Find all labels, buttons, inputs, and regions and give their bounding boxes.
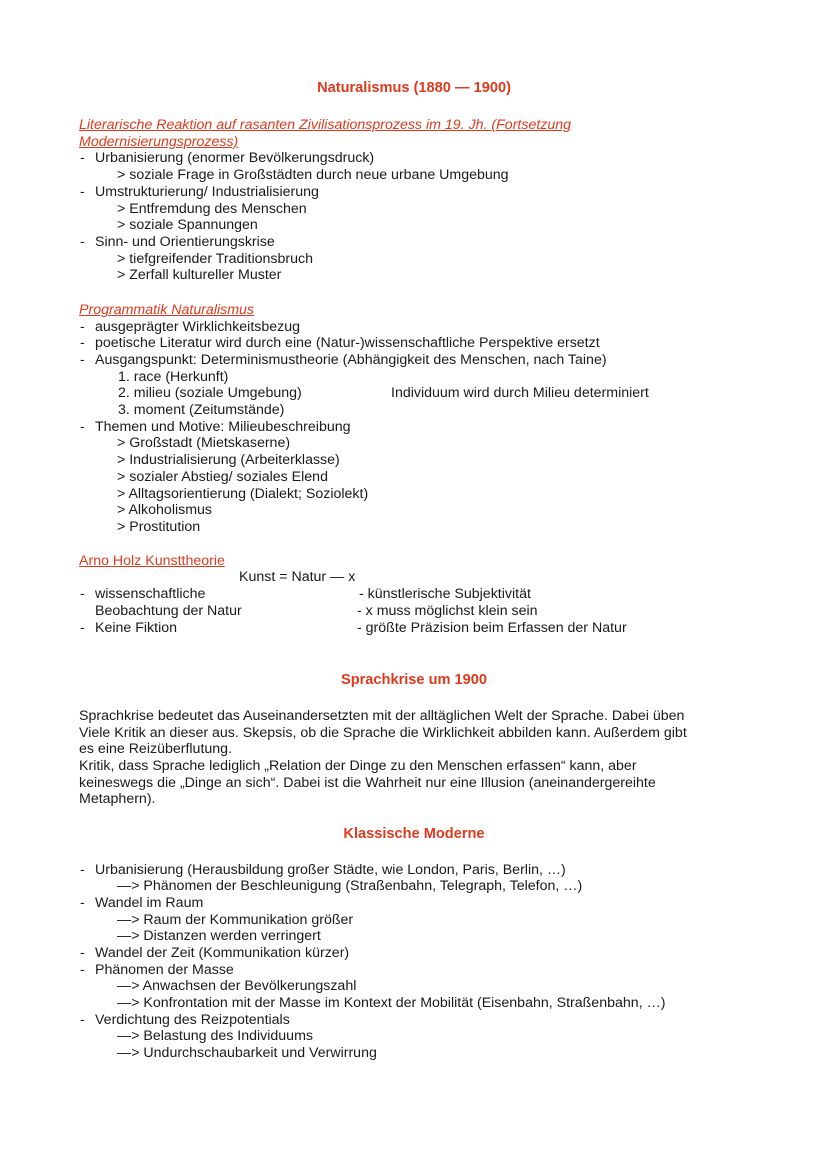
list-item: 1. race (Herkunft) xyxy=(118,369,229,385)
holz-formula: Kunst = Natur — x xyxy=(239,569,356,585)
bullet-dash: - xyxy=(80,945,85,961)
list-item: Beobachtung der Natur xyxy=(95,603,242,619)
list-item: Wandel der Zeit (Kommunikation kürzer) xyxy=(95,945,350,961)
list-item: > soziale Frage in Großstädten durch neue urbane Umgebung xyxy=(117,167,509,183)
bullet-dash: - xyxy=(80,319,85,335)
list-item: —> Undurchschaubarkeit und Verwirrung xyxy=(117,1045,377,1061)
list-item: Umstrukturierung/ Industrialisierung xyxy=(95,184,319,200)
list-item: > soziale Spannungen xyxy=(117,217,258,233)
list-item: > tiefgreifender Traditionsbruch xyxy=(117,251,313,267)
list-item: Urbanisierung (enormer Bevölkerungsdruck) xyxy=(95,150,375,166)
list-item: Phänomen der Masse xyxy=(95,962,234,978)
paragraph-line: keineswegs die „Dinge an sich“. Dabei ist die Wahrheit nur eine Illusion (aneinandergereihte xyxy=(79,775,656,791)
list-item: > Prostitution xyxy=(117,519,201,535)
list-item: > Industrialisierung (Arbeiterklasse) xyxy=(117,452,340,468)
paragraph-line: Kritik, dass Sprache lediglich „Relation der Dinge zu den Menschen erfassen“ kann, aber xyxy=(79,758,637,774)
reaction-heading-line2: Modernisierungsprozess) xyxy=(79,134,239,150)
list-item: —> Raum der Kommunikation größer xyxy=(117,912,354,928)
list-item: Sinn- und Orientierungskrise xyxy=(95,234,275,250)
list-item: > Alkoholismus xyxy=(117,502,213,518)
list-item: - größte Präzision beim Erfassen der Natur xyxy=(357,620,627,636)
list-item: - x muss möglichst klein sein xyxy=(357,603,538,619)
list-item: Wandel im Raum xyxy=(95,895,204,911)
list-item: poetische Literatur wird durch eine (Natur-)wissenschaftliche Perspektive ersetzt xyxy=(95,335,600,351)
list-item: > sozialer Abstieg/ soziales Elend xyxy=(117,469,328,485)
bullet-dash: - xyxy=(80,419,85,435)
list-item: Themen und Motive: Milieubeschreibung xyxy=(95,419,351,435)
moderne-title: Klassische Moderne xyxy=(343,826,485,842)
list-item: > Alltagsorientierung (Dialekt; Soziolekt) xyxy=(117,486,369,502)
list-item: —> Distanzen werden verringert xyxy=(117,928,321,944)
bullet-dash: - xyxy=(80,586,85,602)
list-item: Verdichtung des Reizpotentials xyxy=(95,1012,290,1028)
list-item: —> Konfrontation mit der Masse im Kontext der Mobilität (Eisenbahn, Straßenbahn, …) xyxy=(117,995,666,1011)
paragraph-line: es eine Reizüberflutung. xyxy=(79,741,233,757)
bullet-dash: - xyxy=(80,234,85,250)
list-item: > Entfremdung des Menschen xyxy=(117,201,307,217)
naturalismus-title: Naturalismus (1880 — 1900) xyxy=(317,80,511,96)
bullet-dash: - xyxy=(80,962,85,978)
list-item: Keine Fiktion xyxy=(95,620,178,636)
bullet-dash: - xyxy=(80,620,85,636)
bullet-dash: - xyxy=(80,862,85,878)
list-item: wissenschaftliche xyxy=(95,586,206,602)
list-item: ausgeprägter Wirklichkeitsbezug xyxy=(95,319,301,335)
bullet-dash: - xyxy=(80,1012,85,1028)
list-item: > Großstadt (Mietskaserne) xyxy=(117,435,291,451)
paragraph-line: Viele Kritik an dieser aus. Skepsis, ob die Sprache die Wirklichkeit abbilden kann. Außerdem gibt xyxy=(79,725,687,741)
list-item: —> Phänomen der Beschleunigung (Straßenbahn, Telegraph, Telefon, …) xyxy=(117,878,583,894)
list-item: 3. moment (Zeitumstände) xyxy=(118,402,285,418)
bullet-dash: - xyxy=(80,335,85,351)
list-item: - künstlerische Subjektivität xyxy=(359,586,531,602)
milieu-note: Individuum wird durch Milieu determiniert xyxy=(391,385,649,401)
bullet-dash: - xyxy=(80,184,85,200)
programmatik-heading: Programmatik Naturalismus xyxy=(79,302,255,318)
list-item: Ausgangspunkt: Determinismustheorie (Abhängigkeit des Menschen, nach Taine) xyxy=(95,352,607,368)
paragraph-line: Sprachkrise bedeutet das Auseinandersetzten mit der alltäglichen Welt der Sprache. Dabei üben xyxy=(79,708,685,724)
list-item: 2. milieu (soziale Umgebung) xyxy=(118,385,302,401)
list-item: Urbanisierung (Herausbildung großer Städte, wie London, Paris, Berlin, …) xyxy=(95,862,566,878)
holz-heading: Arno Holz Kunsttheorie xyxy=(79,553,225,569)
bullet-dash: - xyxy=(80,352,85,368)
sprachkrise-title: Sprachkrise um 1900 xyxy=(340,672,488,688)
paragraph-line: Metaphern). xyxy=(79,791,156,807)
bullet-dash: - xyxy=(80,895,85,911)
list-item: —> Anwachsen der Bevölkerungszahl xyxy=(117,978,357,994)
reaction-heading-line1: Literarische Reaktion auf rasanten Zivilisationsprozess im 19. Jh. (Fortsetzung xyxy=(79,117,572,133)
bullet-dash: - xyxy=(80,150,85,166)
list-item: —> Belastung des Individuums xyxy=(117,1028,313,1044)
list-item: > Zerfall kultureller Muster xyxy=(117,267,282,283)
